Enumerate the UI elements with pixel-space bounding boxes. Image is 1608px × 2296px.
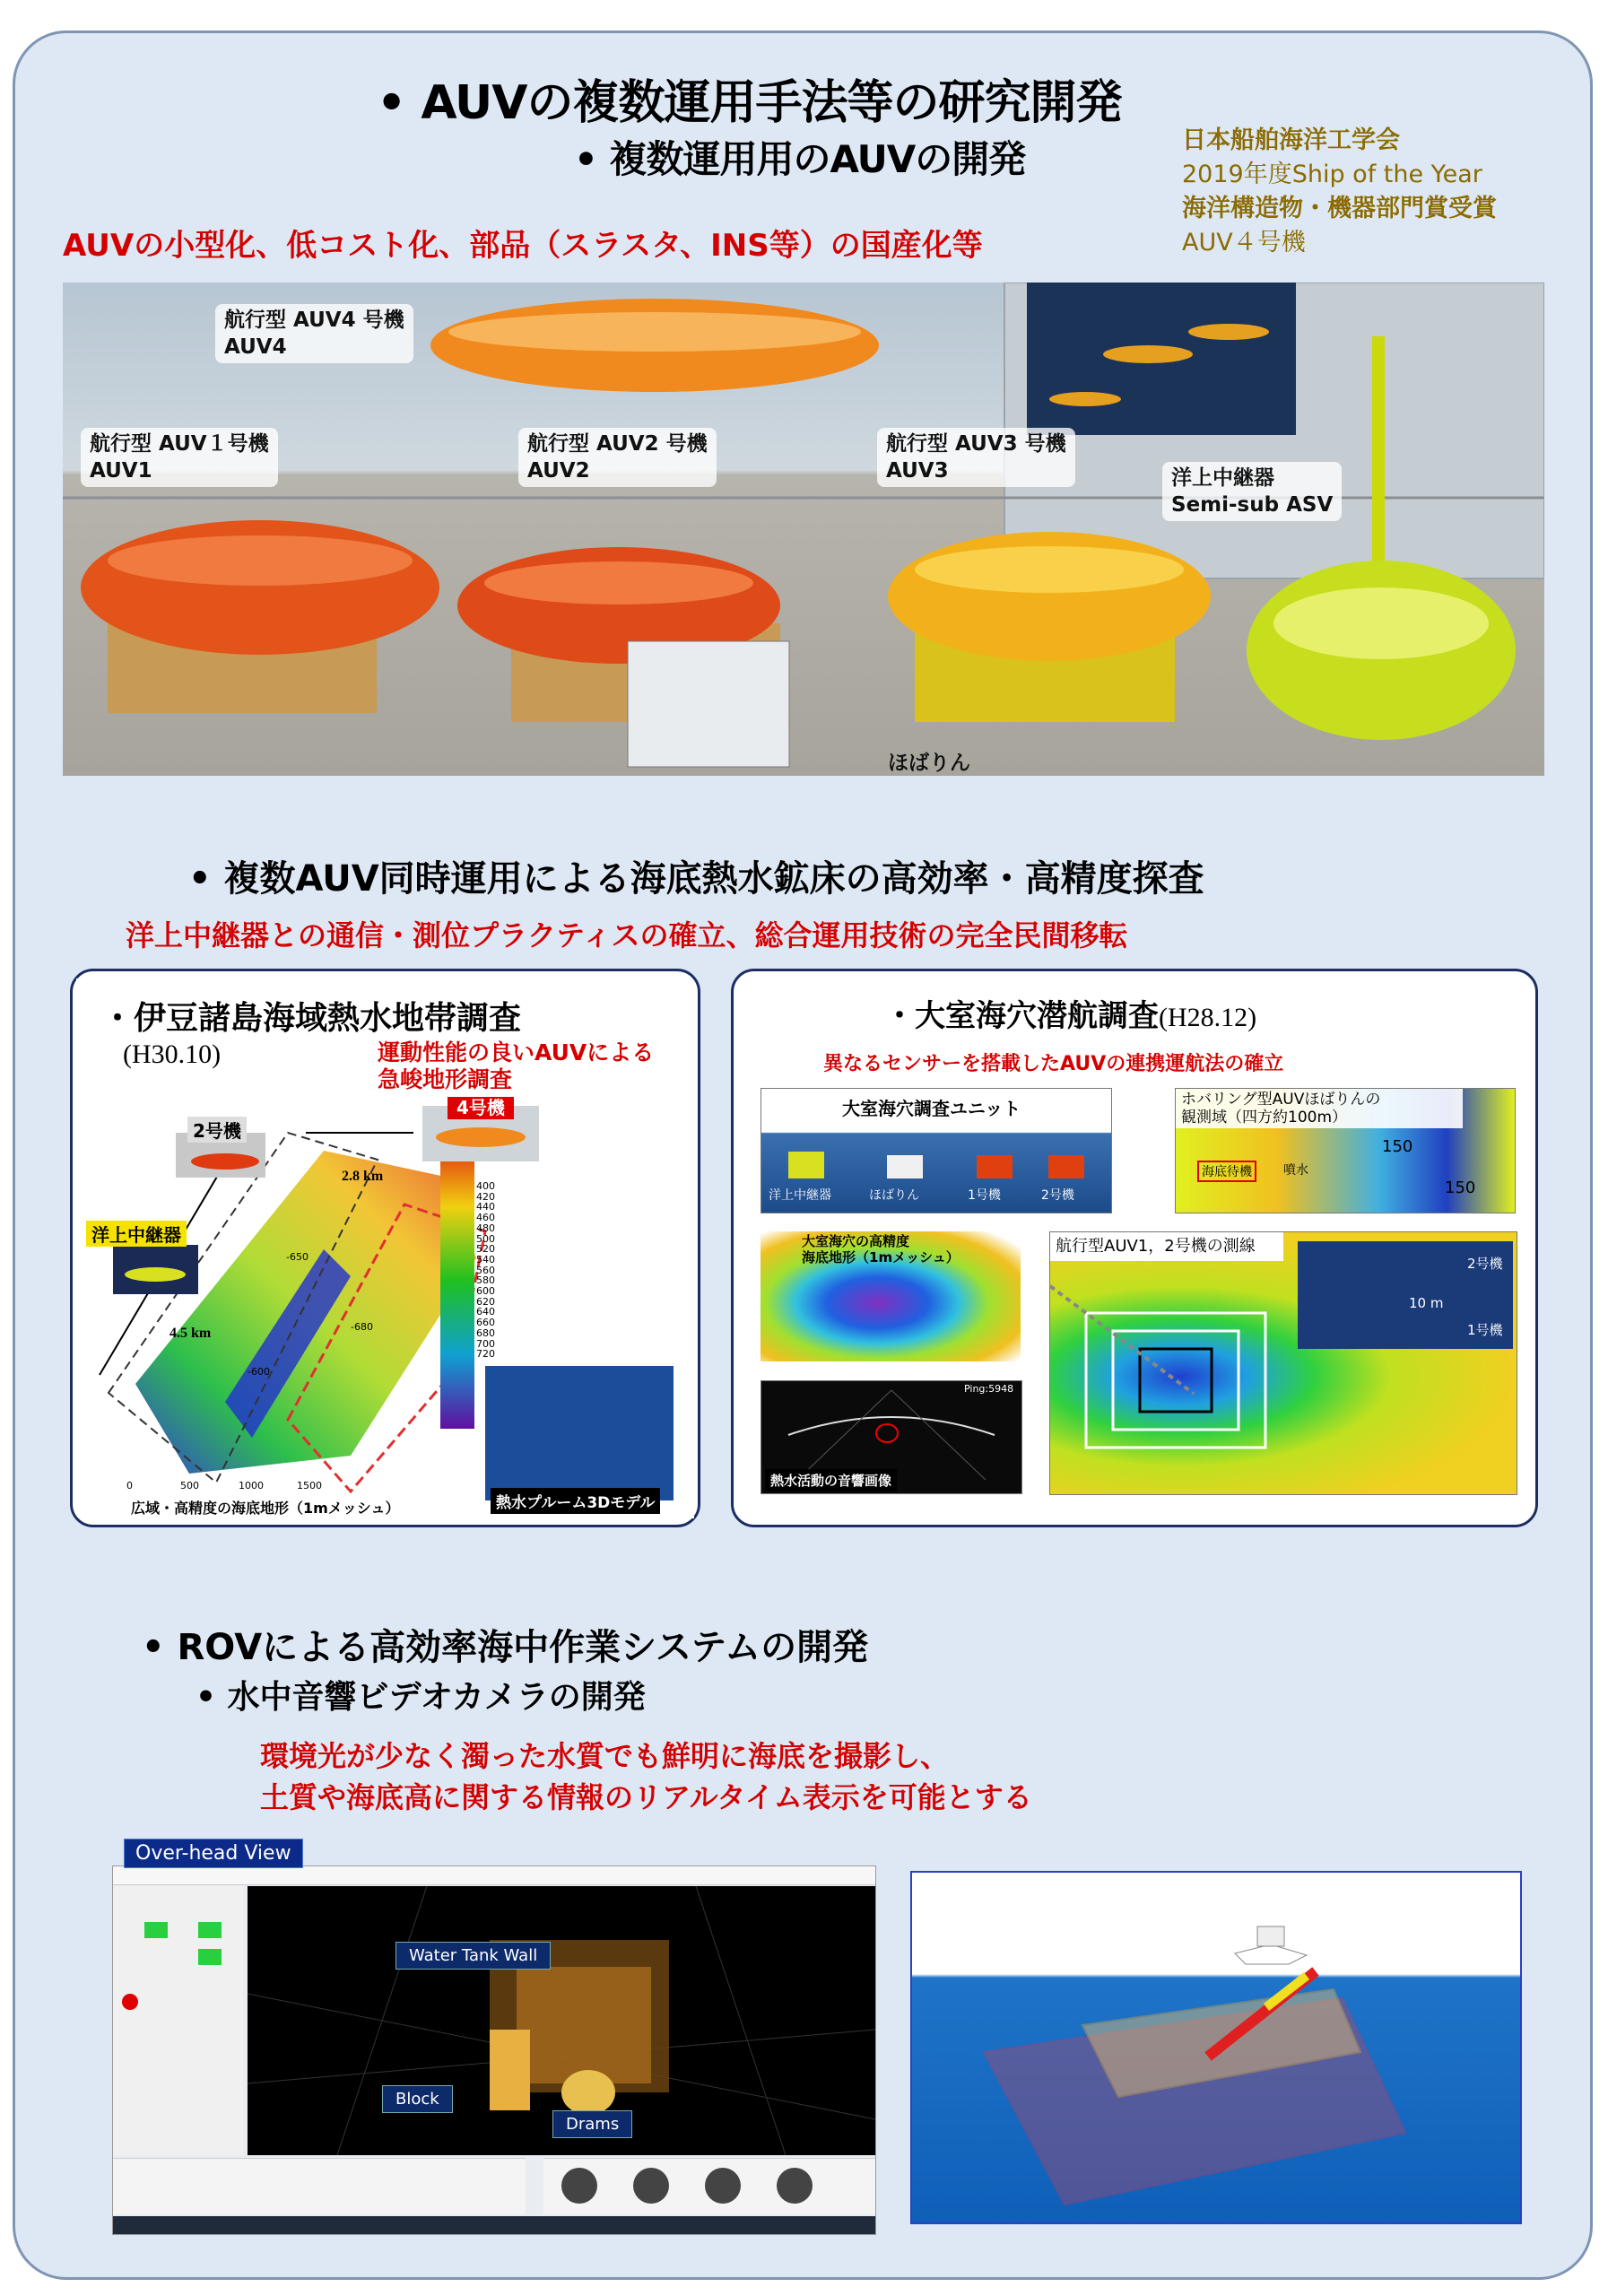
section3-subtitle: • 水中音響ビデオカメラの開発 [196,1679,646,1716]
izu-contour-2: -680 [351,1321,373,1333]
section3-title: • ROVによる高効率海中作業システムの開発 [142,1627,869,1668]
omuro-unit-2: 2号機 [1041,1188,1074,1203]
omuro-survey-title: 航行型AUV1，2号機の測線 [1050,1232,1283,1261]
sonar-beam-illustration [912,1873,1520,2222]
label-auv3: 航行型 AUV3 号機 AUV3 [877,428,1075,487]
izu-dist1: 2.8 km [342,1169,384,1184]
omuro-sonar-ping: Ping:5948 [964,1383,1014,1395]
label-auv1: 航行型 AUV１号機 AUV1 [81,428,278,487]
izu-date: (H30.10) [123,1039,222,1069]
overhead-view-label: Over-head View [124,1839,303,1868]
omuro-hover-depth1: 150 [1382,1137,1413,1156]
izu-map-illustration [82,1097,694,1518]
label-hobarin: ほばりん [888,752,970,775]
omuro-unit-photo [761,1088,1112,1213]
acoustic-camera-software [112,1866,876,2235]
izu-caption-plume: 熱水プルーム3Dモデル [491,1488,660,1514]
izu-note: 運動性能の良いAUVによる 急峻地形調査 [378,1039,655,1092]
award-line1: 日本船舶海洋工学会 [1182,126,1400,154]
izu-bathymetry-map: 2号機 4号機 洋上中継器 2.8 km 4.5 km 400 420 440 460 480 500 520 540 560 580 600 620 640 660 680 700 720 -650 -680 -600 0 500 1000 1500 広域・高精度の海底地形（1mメッシュ） 熱水プルーム3Dモデル [82,1097,694,1518]
section3-highlight: 環境光が少なく濁った水質でも鮮明に海底を撮影し、 土質や海底高に関する情報のリアルタイム表示を可能とする [260,1739,1032,1814]
section2-highlight: 洋上中継器との通信・測位プラクティスの確立、総合運用技術の完全民間移転 [126,918,1128,952]
label-block: Block [382,2085,453,2113]
label-asv: 洋上中継器 Semi-sub ASV [1162,462,1342,521]
izu-unit2-label: 2号機 [187,1117,247,1143]
omuro-survey-spacing: 10 m [1409,1295,1444,1311]
omuro-unit-1: 1号機 [968,1188,1001,1203]
section2-title: • 複数AUV同時運用による海底熱水鉱床の高効率・高精度探査 [188,858,1204,900]
software-3d-view [248,1886,875,2155]
omuro-sonar-caption: 熱水活動の音響画像 [765,1469,897,1492]
sub-title: • 複数運用用のAUVの開発 [574,137,1026,181]
auv-fleet-photo [63,283,1544,776]
omuro-survey-map [1049,1231,1517,1495]
omuro-survey-lines [1050,1232,1517,1494]
omuro-title: ・大室海穴潜航調査(H28.12) [884,998,1257,1034]
omuro-survey-unit1: 1号機 [1467,1322,1503,1338]
omuro-unit-relay: 洋上中継器 [769,1188,831,1203]
award-line3: 海洋構造物・機器部門賞受賞 [1182,195,1497,222]
software-title-bar [113,1866,875,1885]
omuro-note: 異なるセンサーを搭載したAUVの連携運航法の確立 [823,1053,1284,1075]
label-auv4: 航行型 AUV4 号機 AUV4 [215,304,413,363]
award-line4: AUV４号機 [1182,229,1306,257]
izu-depth-scale: 400 420 440 460 480 500 520 540 560 580 600 620 640 660 680 700 720 [476,1180,495,1361]
omuro-hover-depth2: 150 [1445,1178,1476,1197]
izu-relay-label: 洋上中継器 [86,1221,187,1247]
omuro-hover-title: ホバリング型AUVほばりんの 観測域（四方約100m） [1176,1089,1463,1128]
section1-highlight: AUVの小型化、低コスト化、部品（スラスタ、INS等）の国産化等 [63,228,983,264]
windows-taskbar [113,2216,875,2234]
omuro-sonar-image [761,1380,1022,1494]
izu-contour-3: -600 [248,1366,270,1378]
omuro-bathymetry-map [761,1231,1021,1361]
omuro-survey-unit2: 2号機 [1467,1256,1503,1272]
software-control-panel [113,1886,243,2155]
omuro-unit-title: 大室海穴調査ユニット [842,1098,1021,1119]
award-line2: 2019年度Ship of the Year [1182,161,1482,188]
omuro-hover-seabed: 海底待機 [1197,1161,1256,1182]
izu-contour-1: -650 [286,1251,309,1263]
omuro-map-title: 大室海穴の高精度 海底地形（1mメッシュ） [802,1233,960,1265]
software-gauges [543,2158,875,2214]
izu-title: ・伊豆諸島海域熱水地帯調査 [101,1000,522,1037]
omuro-survey-box [731,969,1538,1527]
izu-unit4-label: 4号機 [448,1097,514,1119]
omuro-hover-map [1175,1088,1516,1213]
izu-caption-bathymetry: 広域・高精度の海底地形（1mメッシュ） [131,1500,400,1517]
sonar-beam-diagram [910,1871,1522,2224]
software-timeline [113,2158,526,2214]
izu-survey-box [70,969,700,1527]
main-title: • AUVの複数運用手法等の研究開発 [377,76,1122,130]
label-auv2: 航行型 AUV2 号機 AUV2 [518,428,717,487]
label-water-tank-wall: Water Tank Wall [395,1942,551,1970]
award-text [1182,124,1497,260]
omuro-unit-hobarin: ほばりん [869,1188,919,1203]
izu-dist2: 4.5 km [169,1326,212,1341]
omuro-hover-vent: 噴水 [1283,1163,1308,1178]
label-drums: Drams [552,2110,632,2138]
